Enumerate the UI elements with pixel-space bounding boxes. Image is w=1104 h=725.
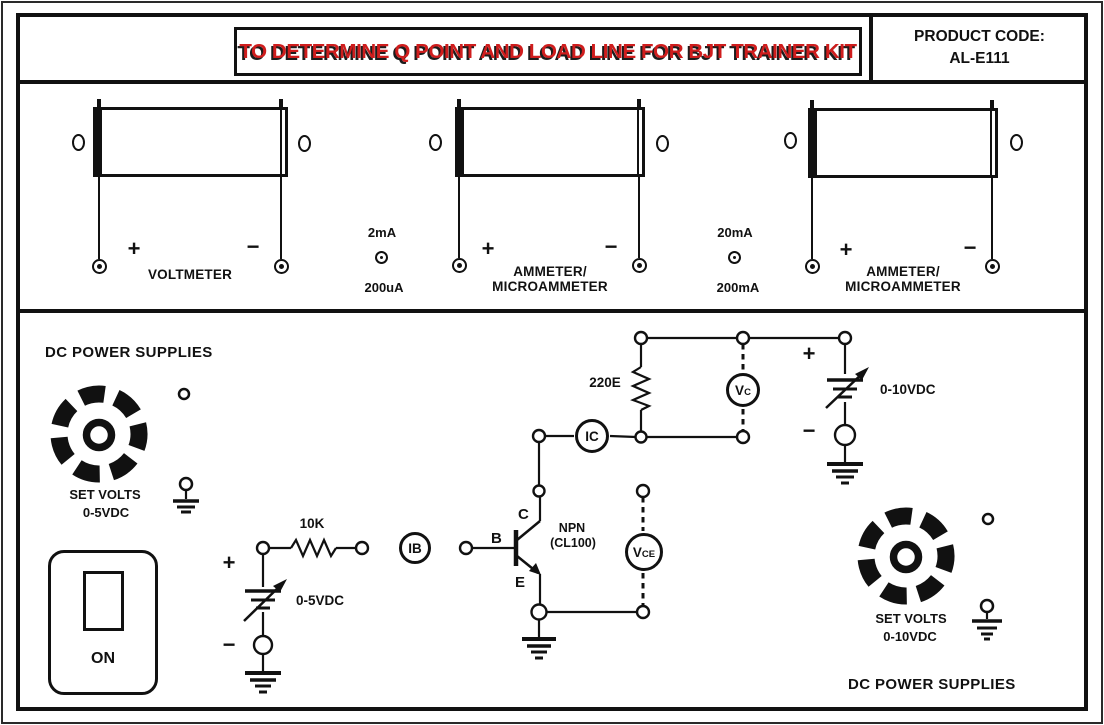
ic-label: IC bbox=[585, 428, 599, 444]
meter-circle-ib bbox=[399, 532, 431, 564]
meter-circle-ic bbox=[575, 419, 609, 453]
dc-power-supplies-left-heading: DC POWER SUPPLIES bbox=[45, 344, 213, 361]
set-volts-right-label: SET VOLTS bbox=[875, 611, 947, 626]
vc-label: V bbox=[735, 382, 745, 398]
meter-name-label: AMMETER/ bbox=[513, 264, 587, 279]
product-code-value: AL-E111 bbox=[949, 50, 1010, 67]
terminal-post[interactable] bbox=[737, 431, 749, 443]
vce-sub-label: CE bbox=[641, 548, 656, 560]
range-top-label: 2mA bbox=[367, 225, 397, 240]
set-volts-left-label: SET VOLTS bbox=[69, 487, 141, 502]
terminal-post[interactable] bbox=[356, 542, 368, 554]
ib-label: IB bbox=[408, 540, 422, 556]
resistor-220e-icon bbox=[633, 367, 649, 410]
range-top-label: 20mA bbox=[717, 225, 753, 240]
terminal-post[interactable] bbox=[637, 606, 649, 618]
rocker-switch[interactable] bbox=[83, 571, 124, 631]
set-volts-right-range: 0-10VDC bbox=[883, 629, 937, 644]
vbb-plus-label: + bbox=[222, 550, 236, 575]
meter-name-label: AMMETER/ bbox=[866, 264, 940, 279]
transistor-type-label: NPN bbox=[558, 521, 586, 535]
vce-label: V bbox=[632, 544, 642, 560]
vbb-minus-label: − bbox=[222, 632, 236, 657]
vcc-minus-label: − bbox=[802, 418, 816, 443]
rc-value-label: 220E bbox=[589, 375, 621, 390]
terminal-post[interactable] bbox=[839, 332, 851, 344]
polarity-plus-label: + bbox=[481, 236, 495, 261]
knob-center-icon bbox=[87, 423, 112, 448]
ground-icon bbox=[522, 639, 556, 658]
terminal-post[interactable] bbox=[532, 605, 547, 620]
dc-power-supplies-right-heading: DC POWER SUPPLIES bbox=[848, 676, 1016, 693]
power-knob-0-10vdc[interactable] bbox=[858, 508, 955, 605]
transistor-part-label: (CL100) bbox=[550, 536, 596, 550]
on-switch-label: ON bbox=[91, 650, 115, 667]
range-bottom-label: 200mA bbox=[716, 280, 760, 295]
knob-center-icon bbox=[894, 545, 919, 570]
terminal-post[interactable] bbox=[637, 485, 649, 497]
ground-terminal-left[interactable] bbox=[173, 478, 199, 512]
resistor-10k-icon bbox=[291, 540, 336, 556]
terminal-post[interactable] bbox=[257, 542, 269, 554]
terminal-post[interactable] bbox=[635, 332, 647, 344]
polarity-minus-label: − bbox=[604, 234, 618, 259]
indicator-hole-icon bbox=[983, 514, 993, 524]
polarity-plus-label: + bbox=[839, 237, 853, 262]
polarity-minus-label: − bbox=[963, 235, 977, 260]
rb-value-label: 10K bbox=[299, 516, 325, 531]
terminal-post[interactable] bbox=[737, 332, 749, 344]
emitter-label: E bbox=[515, 574, 526, 591]
meter-name-label: VOLTMETER bbox=[147, 267, 233, 282]
junction-node[interactable] bbox=[534, 486, 545, 497]
terminal-post[interactable] bbox=[460, 542, 472, 554]
vc-sub-label: C bbox=[744, 386, 751, 398]
meter-name-label2: MICROAMMETER bbox=[492, 279, 608, 294]
power-knob-0-5vdc[interactable] bbox=[51, 386, 148, 483]
terminal-post[interactable] bbox=[254, 636, 272, 654]
knob-grip-icon bbox=[51, 386, 148, 483]
meter-circle-vc bbox=[726, 373, 760, 407]
vcc-plus-label: + bbox=[802, 341, 816, 366]
terminal-post[interactable] bbox=[835, 425, 855, 445]
set-volts-left-range: 0-5VDC bbox=[82, 505, 130, 520]
meter-circle-vce bbox=[625, 533, 663, 571]
junction-node[interactable] bbox=[636, 432, 647, 443]
indicator-hole-icon bbox=[179, 389, 189, 399]
range-bottom-label: 200uA bbox=[364, 280, 404, 295]
base-label: B bbox=[491, 530, 502, 547]
vcc-value-label: 0-10VDC bbox=[880, 382, 936, 397]
knob-grip-icon bbox=[858, 508, 955, 605]
ground-terminal-right[interactable] bbox=[972, 600, 1002, 639]
ground-icon bbox=[245, 673, 281, 692]
product-code-label: PRODUCT CODE: bbox=[914, 27, 1045, 45]
meter-name-label2: MICROAMMETER bbox=[845, 279, 961, 294]
collector-label: C bbox=[518, 506, 529, 523]
vbb-value-label: 0-5VDC bbox=[296, 593, 345, 608]
page-title: TO DETERMINE Q POINT AND LOAD LINE FOR BJT TRAINER KIT bbox=[239, 39, 857, 63]
polarity-plus-label: + bbox=[127, 236, 141, 261]
terminal-post[interactable] bbox=[533, 430, 545, 442]
emitter-arrow-icon bbox=[529, 563, 541, 575]
ground-icon bbox=[827, 464, 863, 483]
polarity-minus-label: − bbox=[246, 234, 260, 259]
